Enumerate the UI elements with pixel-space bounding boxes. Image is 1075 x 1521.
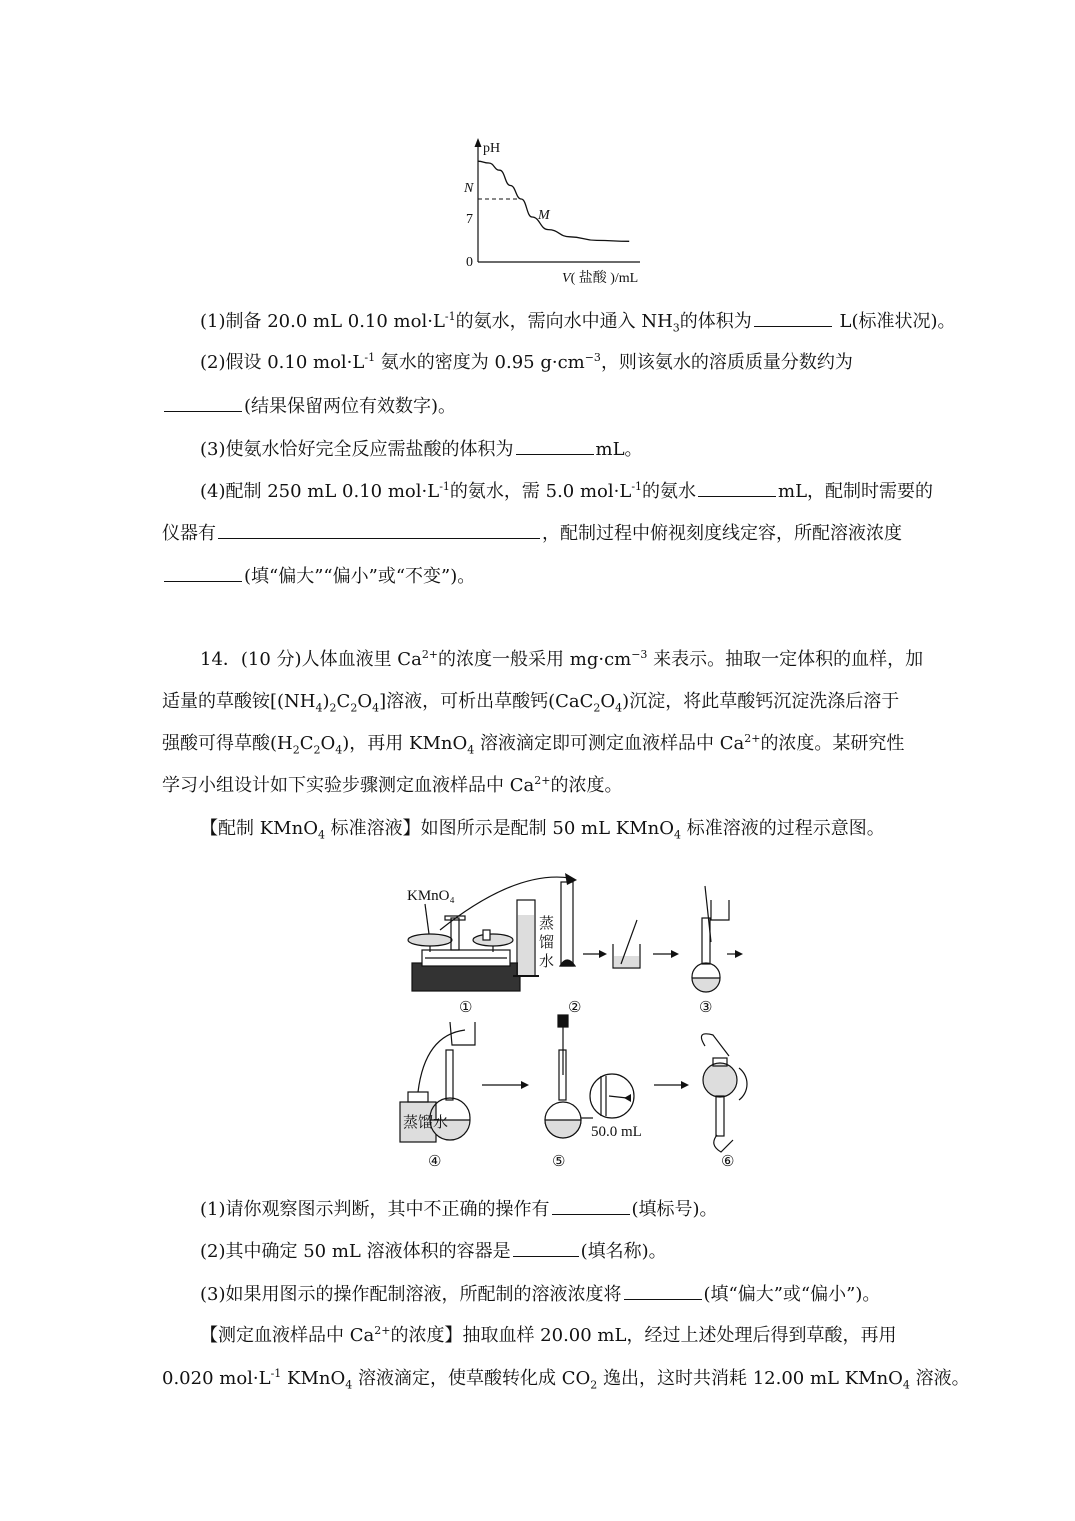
step-2-label: ② — [568, 1000, 582, 1016]
q13-part2: (2)假设 0.10 $mol\cdot L^{-1}$ 氨水的密度为 0.95 $g\cdot cm^{-3}$，则该氨水的溶质质量分数约为 — [200, 351, 853, 373]
q14-intro-line2: 适量的草酸铵$[(NH_4)_2C_2O_4]$溶液，可析出草酸钙$(CaC_2O_4)$沉淀，将此草酸钙沉淀洗涤后溶于 — [162, 691, 900, 715]
q14-sub2: (2)其中确定 50 mL 溶液体积的容器是 (填名称)。 — [200, 1238, 914, 1265]
chart-axes — [475, 138, 641, 262]
bottle-label: 蒸馏水 — [403, 1115, 449, 1131]
volumetric-flask-dropper-step5 — [545, 1015, 634, 1138]
distilled-water-label-1: 蒸 — [539, 916, 555, 932]
y-tick-0: 0 — [466, 255, 473, 270]
y-axis-arrow — [475, 138, 482, 147]
y-tick-n: N — [464, 181, 474, 196]
volumetric-flask-step3 — [692, 886, 729, 992]
answer-blank-14-1[interactable] — [552, 1196, 630, 1215]
q14-section-measure: 【测定血液样品中 $Ca^{2+}$的浓度】抽取血样 20.00 mL，经过上述处理后得到草酸，再用 — [200, 1324, 897, 1346]
q14-intro-line3: 强酸可得草酸$(H_2C_2O_4)$，再用 KMnO$_4$ 溶液滴定即可测定血液样品中 $Ca^{2+}$的浓度。某研究性 — [162, 732, 905, 757]
kmno4-label: KMnO₄ — [407, 888, 455, 904]
step-6-label: ⑥ — [721, 1154, 735, 1170]
solution-preparation-figure — [395, 870, 755, 1180]
distilled-water-label-2: 馏 — [539, 935, 555, 951]
q14-section-prepare: 【配制 KMnO$_4$ 标准溶液】如图所示是配制 50 mL KMnO$_4$ 标准溶液的过程示意图。 — [200, 818, 885, 842]
answer-blank-13-1[interactable] — [754, 308, 832, 327]
q13-part1: (1)制备 20.0 mL 0.10 $mol\cdot L^{-1}$的氨水，需向水中通入 $NH_3$的体积为 L(标准状况)。 — [200, 310, 956, 335]
answer-blank-13-4a[interactable] — [698, 478, 776, 497]
answer-blank-13-3[interactable] — [516, 436, 594, 455]
distilled-water-label-3: 水 — [539, 954, 555, 970]
q13-part3: (3)使氨水恰好完全反应需盐酸的体积为 mL。 — [200, 436, 914, 463]
answer-blank-13-2[interactable] — [164, 393, 242, 412]
step-3-label: ③ — [699, 1000, 713, 1016]
ph-titration-chart — [440, 135, 680, 290]
q14-sub1: (1)请你观察图示判断，其中不正确的操作有 (填标号)。 — [200, 1196, 914, 1223]
step-1-label: ① — [459, 1000, 473, 1016]
q14-intro-line4: 学习小组设计如下实验步骤测定血液样品中 $Ca^{2+}$的浓度。 — [162, 774, 623, 796]
balance-icon — [408, 916, 520, 991]
graduated-cylinder — [513, 900, 539, 976]
beaker-stirring — [613, 920, 640, 968]
tall-cylinder — [560, 882, 575, 966]
q14-sub3: (3)如果用图示的操作配制溶液，所配制的溶液浓度将 (填“偏大”或“偏小”)。 — [200, 1281, 914, 1308]
answer-blank-14-3[interactable] — [624, 1281, 702, 1300]
answer-blank-13-4c[interactable] — [164, 563, 242, 582]
x-axis-label: V( 盐酸 )/mL — [562, 271, 639, 286]
q14-intro-line1: 14．(10 分)人体血液里 $Ca^{2+}$的浓度一般采用 $mg\cdot cm^{-3}$ 来表示。抽取一定体积的血样，加 — [200, 648, 924, 670]
q13-part4-cont: 仪器有 ，配制过程中俯视刻度线定容，所配溶液浓度 — [162, 520, 914, 547]
titration-curve — [478, 161, 629, 241]
step-5-label: ⑤ — [552, 1154, 566, 1170]
q13-part4: (4)配制 250 mL 0.10 $mol\cdot L^{-1}$的氨水，需 5.0 $mol\cdot L^{-1}$的氨水 mL，配制时需要的 — [200, 480, 934, 502]
y-tick-7: 7 — [466, 212, 473, 227]
inverted-flask-shaking-step6 — [701, 1034, 747, 1152]
q14-section-measure-cont: 0.020 $mol\cdot L^{-1}$ KMnO$_4$ 溶液滴定，使草酸转化成 $CO_2$ 逸出，这时共消耗 12.00 mL KMnO$_4$ 溶液。 — [162, 1367, 970, 1392]
volume-label: 50.0 mL — [591, 1124, 642, 1140]
y-axis-label: pH — [483, 141, 501, 156]
answer-blank-14-2[interactable] — [513, 1238, 579, 1257]
answer-blank-13-4b[interactable] — [218, 520, 540, 539]
q13-part2-cont: (结果保留两位有效数字)。 — [162, 393, 914, 420]
step-4-label: ④ — [428, 1154, 442, 1170]
q13-part4-cont2: (填“偏大”“偏小”或“不变”)。 — [162, 563, 914, 590]
point-m-label: M — [538, 208, 550, 223]
